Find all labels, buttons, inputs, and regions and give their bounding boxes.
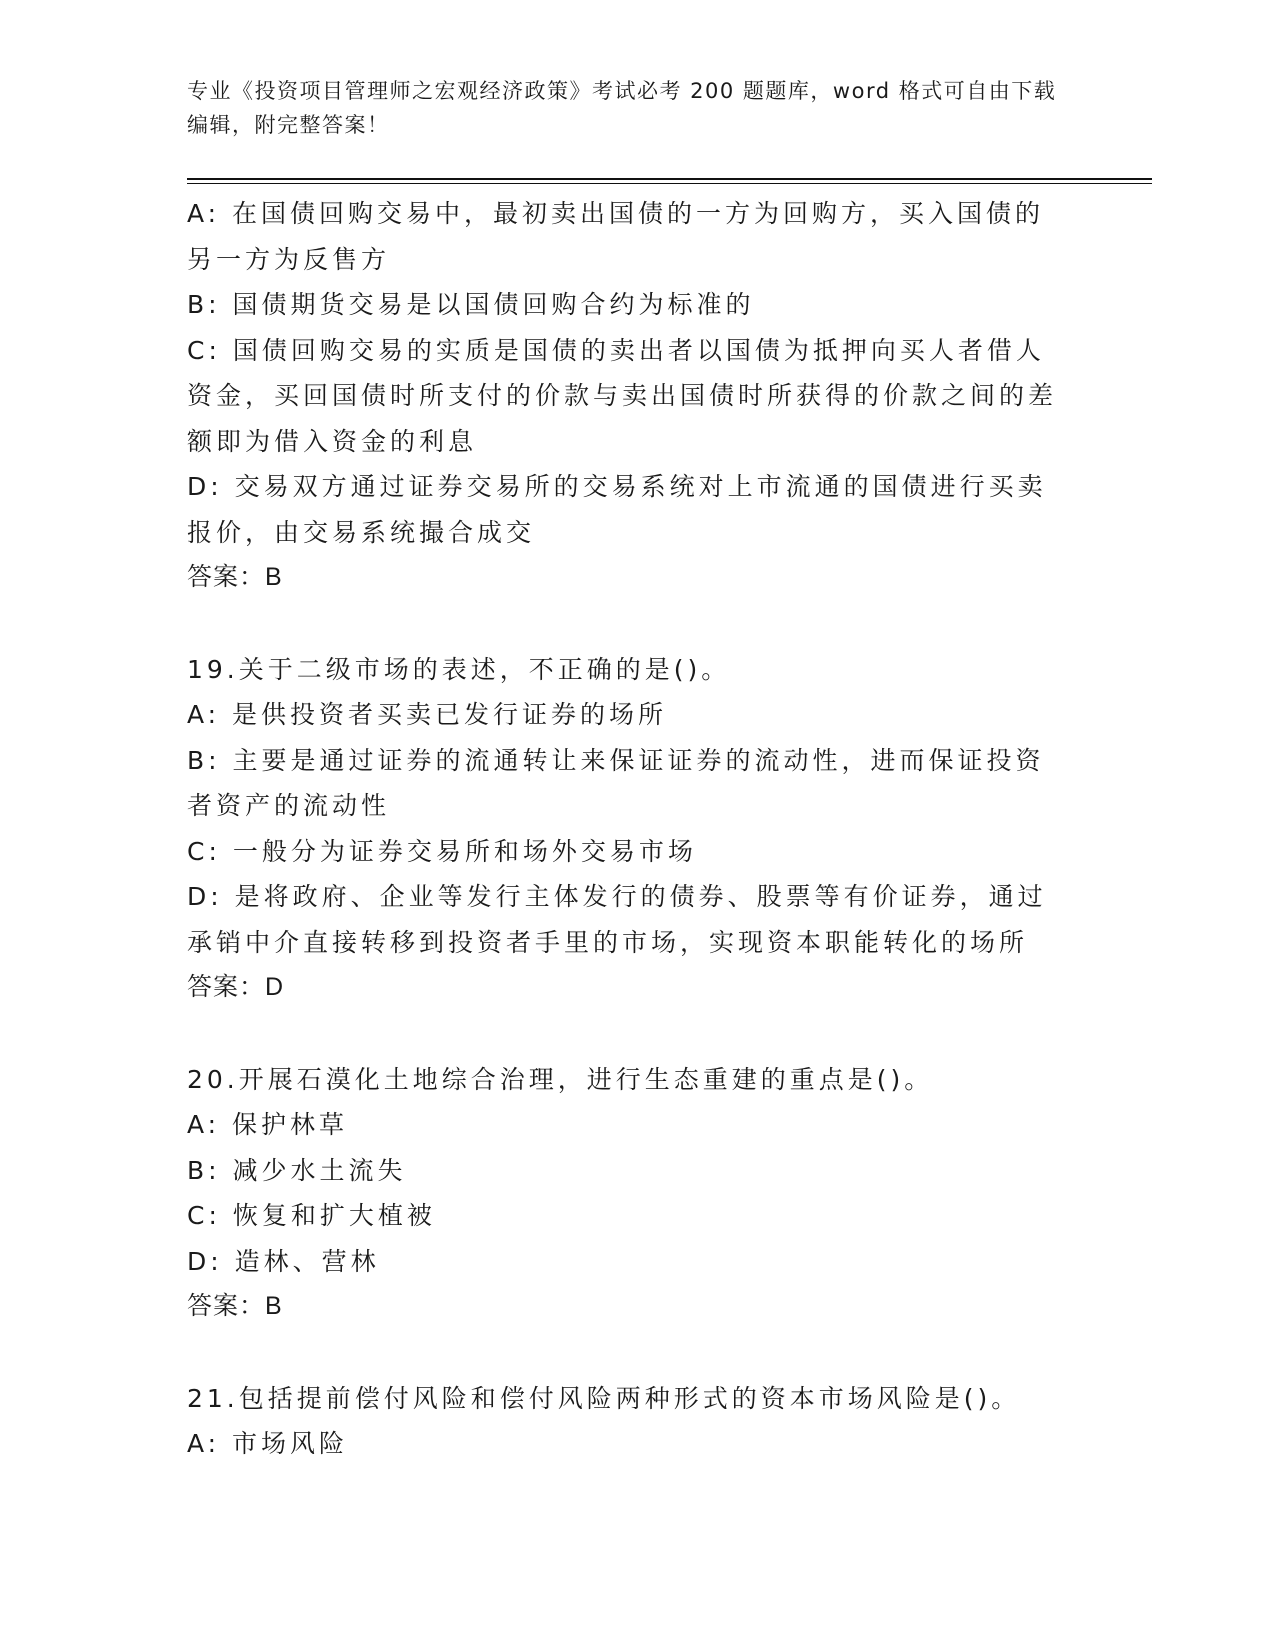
question-text: 21.包括提前偿付风险和偿付风险两种形式的资本市场风险是()。 (187, 1383, 1021, 1413)
option-d: D: 交易双方通过证券交易所的交易系统对上市流通的国债进行买卖报价，由交易系统撮合成交 (187, 472, 1047, 547)
header-rule-thick (187, 178, 1152, 180)
question-text: 20.开展石漠化土地综合治理，进行生态重建的重点是()。 (187, 1064, 934, 1094)
option-a: A: 在国债回购交易中，最初卖出国债的一方为回购方，买入国债的另一方为反售方 (187, 199, 1045, 274)
answer: 答案：D (187, 973, 285, 1001)
page-header: 专业《投资项目管理师之宏观经济政策》考试必考 200 题题库，word 格式可自由下载编辑，附完整答案！ (187, 79, 1057, 137)
header-rule-thin (187, 183, 1152, 184)
spacer (187, 1011, 1067, 1057)
option-a: A: 是供投资者买卖已发行证券的场所 (187, 700, 668, 729)
option-d: D: 是将政府、企业等发行主体发行的债券、股票等有价证券，通过承销中介直接转移到投资者手里的市场，实现资本职能转化的场所 (187, 882, 1047, 957)
question-19 (187, 647, 1067, 1011)
question-21 (187, 1376, 1067, 1467)
question-18 (187, 191, 1067, 601)
option-b: B: 国债期货交易是以国债回购合约为标准的 (187, 290, 755, 319)
option-c: C: 国债回购交易的实质是国债的卖出者以国债为抵押向买人者借人资金，买回国债时所支付的价款与卖出国债时所获得的价款之间的差额即为借入资金的利息 (187, 335, 1058, 456)
answer: 答案：B (187, 563, 283, 591)
option-a: A: 保护林草 (187, 1110, 349, 1139)
option-a: A: 市场风险 (187, 1429, 349, 1458)
question-20 (187, 1057, 1067, 1330)
option-d: D: 造林、营林 (187, 1246, 380, 1276)
option-b: B: 减少水土流失 (187, 1155, 407, 1185)
option-c: C: 恢复和扩大植被 (187, 1201, 436, 1230)
question-text: 19.关于二级市场的表述，不正确的是()。 (187, 654, 731, 684)
spacer (187, 601, 1067, 647)
spacer (187, 1330, 1067, 1376)
option-c: C: 一般分为证券交易所和场外交易市场 (187, 836, 697, 866)
question-list (187, 191, 1067, 1467)
answer: 答案：B (187, 1292, 283, 1320)
option-b: B: 主要是通过证券的流通转让来保证证券的流动性，进而保证投资者资产的流动性 (187, 745, 1045, 820)
